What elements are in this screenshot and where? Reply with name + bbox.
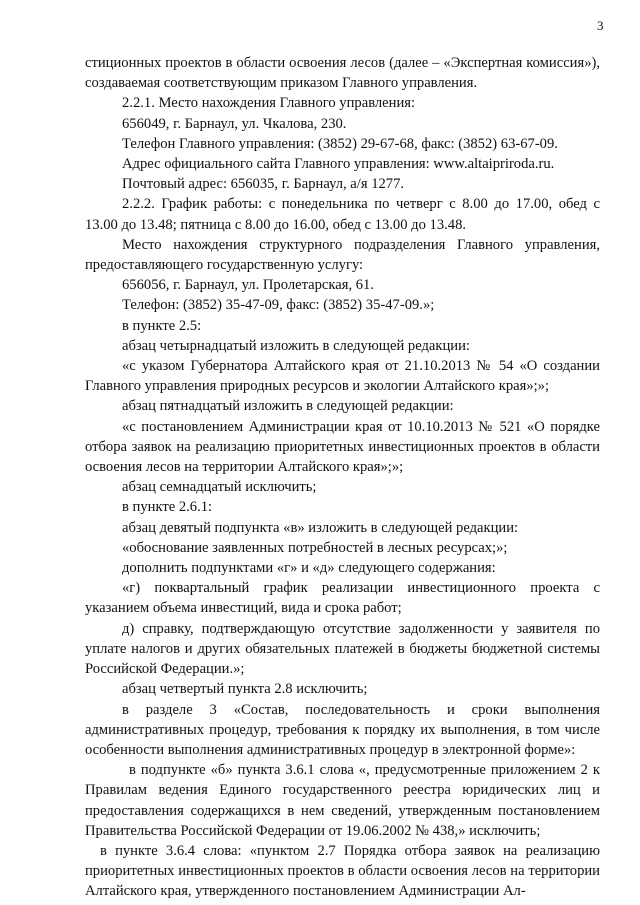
- paragraph-11: абзац четырнадцатый изложить в следующей редакции:: [122, 337, 470, 354]
- paragraph-7: Место нахождения структурного подразделения Главного управления, предоставляющего государственную услугу:: [85, 236, 600, 274]
- paragraph-14: «с постановлением Администрации края от 10.10.2013 № 521 «О порядке отбора заявок на реализацию приоритетных инвестиционных проектов в области освоения лесов на территории Алтайского края»;»;: [85, 418, 600, 476]
- paragraph-20: «г) поквартальный график реализации инвестиционного проекта с указанием объема инвестиций, вида и срока работ;: [85, 580, 600, 617]
- page-number: 3: [597, 18, 604, 33]
- paragraph-12: «с указом Губернатора Алтайского края от 21.10.2013 № 54 «О создании Главного управления природных ресурсов и экологии Алтайского края»;»;: [85, 358, 600, 395]
- document-body: [85, 53, 600, 902]
- paragraph-9: Телефон: (3852) 35-47-09, факс: (3852) 35-47-09.»;: [122, 297, 435, 314]
- paragraph-5: Почтовый адрес: 656035, г. Барнаул, а/я 1277.: [122, 176, 405, 193]
- paragraph-6: 2.2.2. График работы: с понедельника по четверг с 8.00 до 17.00, обед с 13.00 до 13.48; пятница с 8.00 до 16.00, обед с 13.00 до 13.48.: [85, 196, 600, 233]
- paragraph-10: в пункте 2.5:: [122, 317, 202, 334]
- paragraph-1: 2.2.1. Место нахождения Главного управления:: [122, 95, 416, 112]
- paragraph-18: «обоснование заявленных потребностей в лесных ресурсах;»;: [122, 539, 508, 556]
- paragraph-15: абзац семнадцатый исключить;: [122, 479, 317, 496]
- paragraph-25: в пункте 3.6.4 слова: «пунктом 2.7 Порядка отбора заявок на реализацию приоритетных инвестиционных проектов в области освоения лесов на территории Алтайского края, утвержденного постановлением Администрации Ал-: [85, 842, 600, 900]
- paragraph-0: стиционных проектов в области освоения лесов (далее – «Экспертная комиссия»), создаваемая соответствующим приказом Главного управления.: [85, 55, 600, 92]
- paragraph-24: в подпункте «б» пункта 3.6.1 слова «, предусмотренные приложением 2 к Правилам ведения Единого государственного реестра юридических лиц и предоставления содержащихся в нем сведений, утвержденным постановлением Правительства Российской Федерации от 19.06.2002 № 438,» исключить;: [85, 762, 600, 839]
- paragraph-4: Адрес официального сайта Главного управления: www.altaipriroda.ru.: [122, 156, 555, 173]
- paragraph-19: дополнить подпунктами «г» и «д» следующего содержания:: [122, 560, 496, 577]
- paragraph-3: Телефон Главного управления: (3852) 29-67-68, факс: (3852) 63-67-09.: [122, 135, 558, 152]
- paragraph-17: абзац девятый подпункта «в» изложить в следующей редакции:: [122, 519, 519, 536]
- paragraph-22: абзац четвертый пункта 2.8 исключить;: [122, 681, 368, 698]
- paragraph-16: в пункте 2.6.1:: [122, 499, 213, 516]
- paragraph-13: абзац пятнадцатый изложить в следующей редакции:: [122, 398, 454, 415]
- paragraph-2: 656049, г. Барнаул, ул. Чкалова, 230.: [122, 115, 347, 132]
- paragraph-23: в разделе 3 «Состав, последовательность и сроки выполнения административных процедур, требования к порядку их выполнения, в том числе особенности выполнения административных процедур в электронной форме»:: [85, 701, 600, 758]
- paragraph-21: д) справку, подтверждающую отсутствие задолженности у заявителя по уплате налогов и других обязательных платежей в бюджеты бюджетной системы Российской Федерации.»;: [85, 620, 600, 678]
- paragraph-8: 656056, г. Барнаул, ул. Пролетарская, 61.: [122, 277, 374, 294]
